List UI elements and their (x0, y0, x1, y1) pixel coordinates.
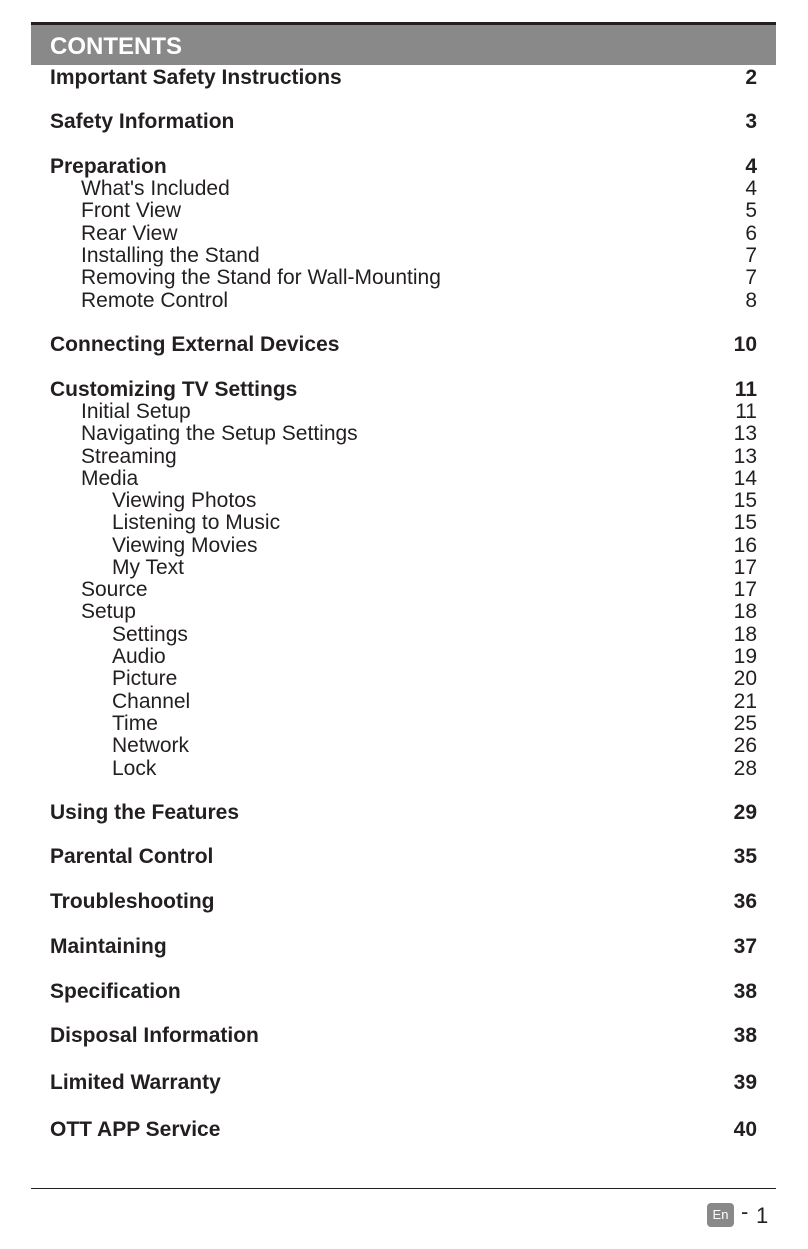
toc-entry (0, 1024, 808, 1048)
toc-entry-page: 11 (734, 378, 757, 401)
toc-entry-label: Specification (50, 980, 181, 1003)
toc-entry (0, 378, 808, 402)
toc-entry-label: Installing the Stand (81, 244, 260, 267)
toc-entry-label: Setup (81, 600, 136, 623)
toc-entry-label: Picture (112, 667, 178, 690)
toc-entry-label: Lock (112, 757, 157, 780)
toc-entry-page: 25 (733, 712, 757, 735)
toc-entry (0, 667, 808, 691)
toc-entry (0, 445, 808, 469)
toc-entry-page: 11 (735, 400, 757, 423)
toc-entry (0, 511, 808, 535)
toc-entry (0, 266, 808, 290)
toc-entry-label: Source (81, 578, 148, 601)
toc-entry-label: What's Included (81, 177, 230, 200)
footer-separator: - (741, 1199, 749, 1224)
toc-entry (0, 801, 808, 825)
toc-entry-label: Audio (112, 645, 166, 668)
toc-entry-page: 2 (745, 66, 757, 89)
toc-entry-page: 5 (745, 199, 757, 222)
toc-entry-label: Remote Control (81, 289, 229, 312)
toc-entry-label: Troubleshooting (50, 890, 215, 913)
toc-entry-page: 28 (733, 757, 757, 780)
toc-entry-page: 17 (733, 578, 757, 601)
toc-entry (0, 110, 808, 134)
toc-entry (0, 712, 808, 736)
toc-entry-page: 36 (733, 890, 757, 913)
toc-entry (0, 177, 808, 201)
toc-entry (0, 935, 808, 959)
toc-entry-page: 38 (733, 1024, 757, 1047)
toc-entry (0, 467, 808, 491)
toc-entry-label: Disposal Information (50, 1024, 259, 1047)
toc-entry (0, 890, 808, 914)
toc-entry-label: Media (81, 467, 139, 490)
toc-entry (0, 600, 808, 624)
toc-entry-page: 7 (745, 244, 757, 267)
toc-entry (0, 333, 808, 357)
toc-entry (0, 578, 808, 602)
page-title: CONTENTS (50, 33, 182, 60)
language-badge: En (707, 1203, 734, 1227)
toc-entry (0, 400, 808, 424)
toc-entry-label: Parental Control (50, 845, 214, 868)
toc-entry-page: 15 (733, 489, 757, 512)
toc-entry-label: Navigating the Setup Settings (81, 422, 358, 445)
toc-entry-page: 40 (733, 1118, 757, 1141)
toc-entry-page: 8 (745, 289, 757, 312)
toc-entry-label: Front View (81, 199, 181, 222)
toc-entry-page: 18 (733, 623, 757, 646)
toc-entry-label: Maintaining (50, 935, 167, 958)
toc-entry (0, 690, 808, 714)
toc-entry-label: Connecting External Devices (50, 333, 340, 356)
toc-entry (0, 645, 808, 669)
toc-entry (0, 244, 808, 268)
toc-entry-label: Viewing Photos (112, 489, 257, 512)
toc-entry-label: Time (112, 712, 158, 735)
toc-entry (0, 534, 808, 558)
toc-entry-page: 35 (733, 845, 757, 868)
toc-entry (0, 734, 808, 758)
toc-entry (0, 66, 808, 90)
toc-entry-label: Streaming (81, 445, 177, 468)
toc-entry-page: 3 (745, 110, 757, 133)
toc-entry-page: 14 (733, 467, 757, 490)
page-number: 1 (756, 1203, 769, 1228)
toc-entry-page: 38 (733, 980, 757, 1003)
toc-entry (0, 556, 808, 580)
toc-entry (0, 222, 808, 246)
toc-entry-page: 13 (733, 445, 757, 468)
toc-entry (0, 757, 808, 781)
toc-entry-page: 4 (745, 155, 757, 178)
toc-entry-label: Limited Warranty (50, 1071, 221, 1094)
toc-entry (0, 980, 808, 1004)
toc-entry-page: 13 (733, 422, 757, 445)
toc-entry (0, 1071, 808, 1095)
toc-entry-label: Viewing Movies (112, 534, 258, 557)
toc-entry-page: 20 (733, 667, 757, 690)
toc-entry-page: 29 (733, 801, 757, 824)
bottom-rule (31, 1188, 776, 1189)
toc-entry-label: Network (112, 734, 190, 757)
toc-entry (0, 623, 808, 647)
toc-entry-page: 26 (733, 734, 757, 757)
toc-entry-page: 4 (745, 177, 757, 200)
toc-entry-label: OTT APP Service (50, 1118, 221, 1141)
toc-entry-label: Settings (112, 623, 188, 646)
toc-entry-label: Listening to Music (112, 511, 281, 534)
toc-entry-page: 18 (733, 600, 757, 623)
toc-entry-page: 39 (733, 1071, 757, 1094)
toc-entry-label: Important Safety Instructions (50, 66, 342, 89)
toc-entry-page: 7 (745, 266, 757, 289)
toc-entry-page: 16 (733, 534, 757, 557)
toc-entry-page: 17 (733, 556, 757, 579)
toc-entry-label: Initial Setup (81, 400, 191, 423)
toc-entry (0, 1118, 808, 1142)
toc-entry (0, 289, 808, 313)
toc-entry-page: 6 (745, 222, 757, 245)
toc-entry-page: 10 (733, 333, 757, 356)
toc-entry-label: Channel (112, 690, 191, 713)
toc-entry (0, 489, 808, 513)
toc-entry-label: Preparation (50, 155, 167, 178)
toc-entry-label: Using the Features (50, 801, 240, 824)
toc-entry (0, 199, 808, 223)
toc-entry (0, 422, 808, 446)
toc-entry-label: Rear View (81, 222, 178, 245)
toc-entry-label: Safety Information (50, 110, 235, 133)
toc-entry (0, 845, 808, 869)
toc-entry-label: Customizing TV Settings (50, 378, 298, 401)
toc-entry (0, 155, 808, 179)
toc-entry-page: 15 (733, 511, 757, 534)
toc-entry-label: My Text (112, 556, 184, 579)
toc-entry-page: 21 (733, 690, 757, 713)
toc-entry-page: 37 (733, 935, 757, 958)
toc-entry-label: Removing the Stand for Wall-Mounting (81, 266, 441, 289)
toc-entry-page: 19 (733, 645, 757, 668)
